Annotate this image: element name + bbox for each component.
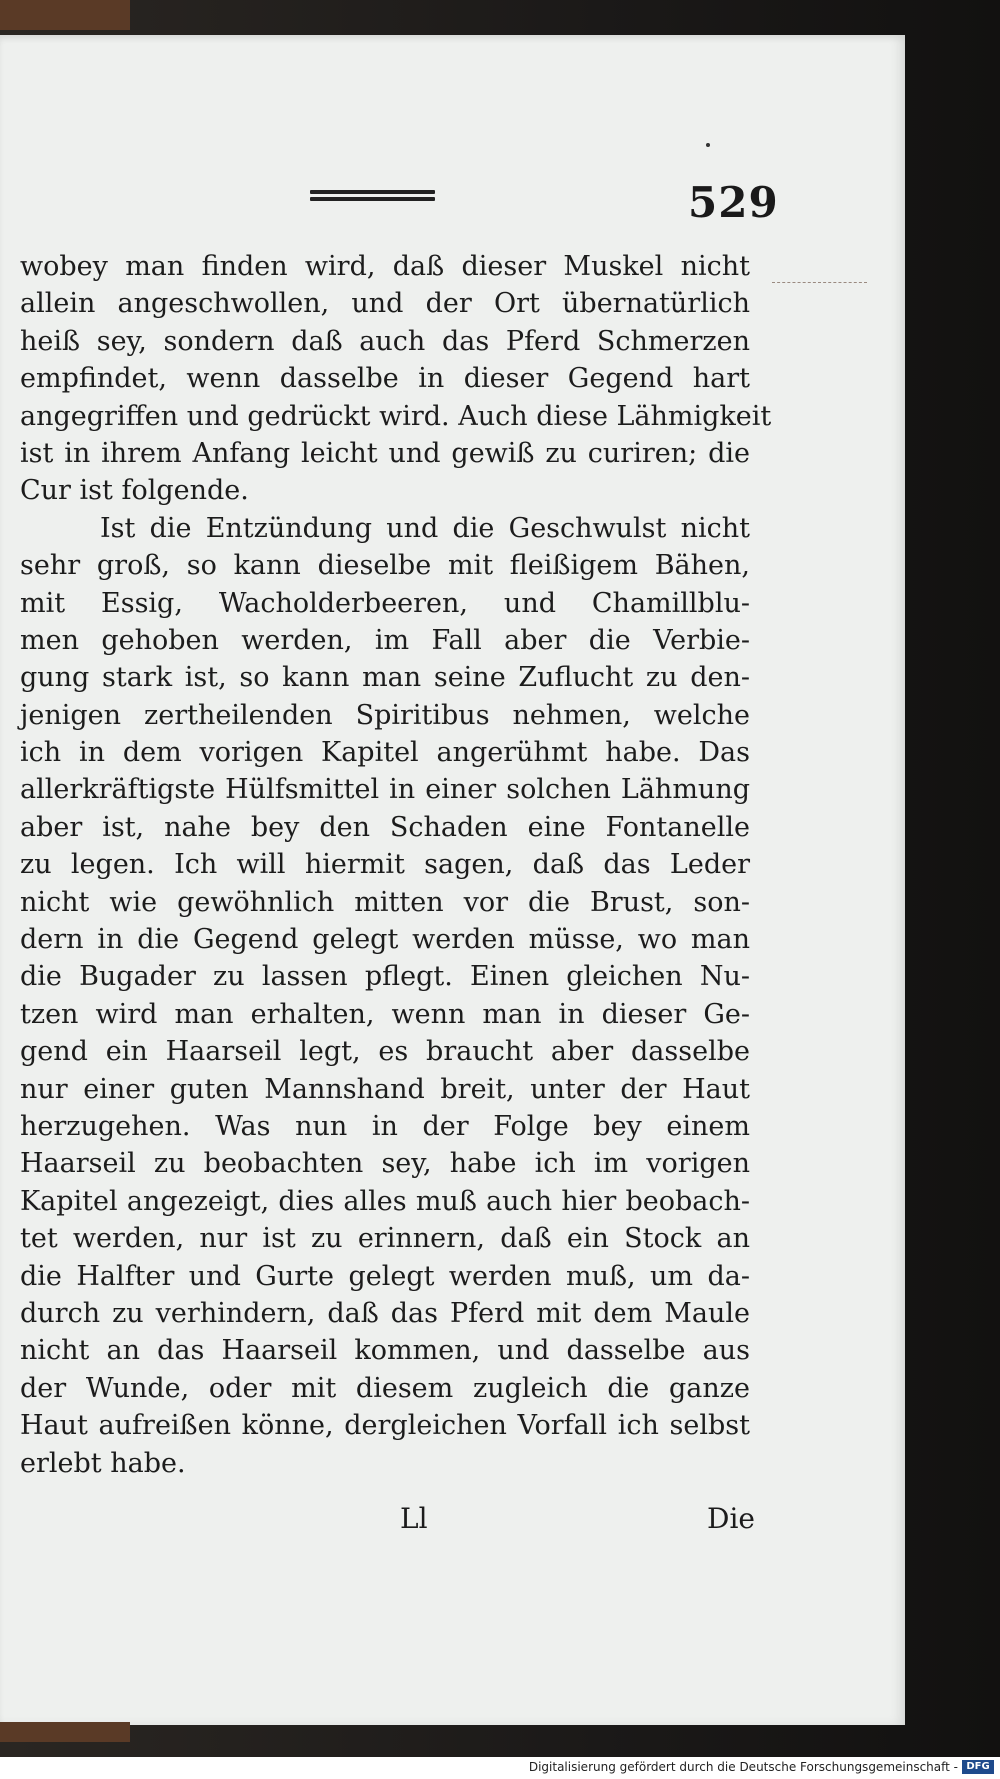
text-line: Haut aufreißen könne, dergleichen Vorfall ich selbst bbox=[20, 1410, 750, 1442]
header-ornament-rule bbox=[310, 190, 435, 202]
signature-mark: Ll bbox=[400, 1502, 428, 1535]
book-edge-bottom bbox=[0, 1722, 130, 1742]
text-line: men gehoben werden, im Fall aber die Verbie- bbox=[20, 624, 750, 656]
text-line: angegriffen und gedrückt wird. Auch diese Lähmigkeit bbox=[20, 400, 772, 432]
text-line: tet werden, nur ist zu erinnern, daß ein Stock an bbox=[20, 1223, 750, 1255]
ink-dot bbox=[706, 143, 710, 147]
body-text bbox=[20, 248, 772, 1482]
text-line: nicht an das Haarseil kommen, und dasselbe aus bbox=[20, 1335, 750, 1367]
text-line: herzugehen. Was nun in der Folge bey einem bbox=[20, 1110, 750, 1142]
text-line: zu legen. Ich will hiermit sagen, daß das Leder bbox=[20, 849, 750, 881]
text-line: gung stark ist, so kann man seine Zuflucht zu den- bbox=[20, 662, 750, 694]
text-line: erlebt habe. bbox=[20, 1447, 186, 1479]
dfg-logo: DFG bbox=[962, 1760, 994, 1774]
text-line: tzen wird man erhalten, wenn man in dieser Ge- bbox=[20, 998, 750, 1030]
page-footer-marks bbox=[20, 1502, 755, 1542]
page-number: 529 bbox=[688, 178, 779, 227]
text-line: mit Essig, Wacholderbeeren, und Chamillblu- bbox=[20, 587, 750, 619]
book-edge-top bbox=[0, 0, 130, 30]
text-line: sehr groß, so kann dieselbe mit fleißigem Bähen, bbox=[20, 550, 750, 582]
text-line: Haarseil zu beobachten sey, habe ich im vorigen bbox=[20, 1148, 750, 1180]
text-line: die Halfter und Gurte gelegt werden muß, um da- bbox=[20, 1260, 750, 1292]
margin-mark bbox=[772, 282, 867, 283]
text-line: dern in die Gegend gelegt werden müsse, wo man bbox=[20, 924, 750, 956]
text-line: wobey man finden wird, daß dieser Muskel nicht bbox=[20, 251, 750, 282]
text-line: gend ein Haarseil legt, es braucht aber dasselbe bbox=[20, 1036, 750, 1068]
text-line: Ist die Entzündung und die Geschwulst nicht bbox=[100, 512, 750, 544]
digitization-credit: Digitalisierung gefördert durch die Deutsche Forschungsgemeinschaft - bbox=[528, 1760, 958, 1774]
text-line: jenigen zertheilenden Spiritibus nehmen, welche bbox=[20, 699, 750, 731]
text-line: die Bugader zu lassen pflegt. Einen gleichen Nu- bbox=[20, 961, 750, 993]
text-line: empfindet, wenn dasselbe in dieser Gegend hart bbox=[20, 363, 750, 395]
text-line: allein angeschwollen, und der Ort übernatürlich bbox=[20, 288, 750, 320]
catchword: Die bbox=[707, 1502, 755, 1535]
text-line: heiß sey, sondern daß auch das Pferd Schmerzen bbox=[20, 325, 750, 357]
text-line: ich in dem vorigen Kapitel angerühmt habe. Das bbox=[20, 737, 750, 769]
text-line: nicht wie gewöhnlich mitten vor die Brust, son- bbox=[20, 886, 750, 918]
text-line: durch zu verhindern, daß das Pferd mit dem Maule bbox=[20, 1297, 750, 1329]
text-line: allerkräftigste Hülfsmittel in einer solchen Lähmung bbox=[20, 774, 750, 806]
text-line: ist in ihrem Anfang leicht und gewiß zu curiren; die bbox=[20, 437, 750, 469]
text-line: nur einer guten Mannshand breit, unter der Haut bbox=[20, 1073, 750, 1105]
text-line: Kapitel angezeigt, dies alles muß auch hier beobach- bbox=[20, 1185, 750, 1217]
text-line: der Wunde, oder mit diesem zugleich die ganze bbox=[20, 1372, 750, 1404]
text-line: aber ist, nahe bey den Schaden eine Fontanelle bbox=[20, 811, 750, 843]
text-line: Cur ist folgende. bbox=[20, 475, 249, 507]
